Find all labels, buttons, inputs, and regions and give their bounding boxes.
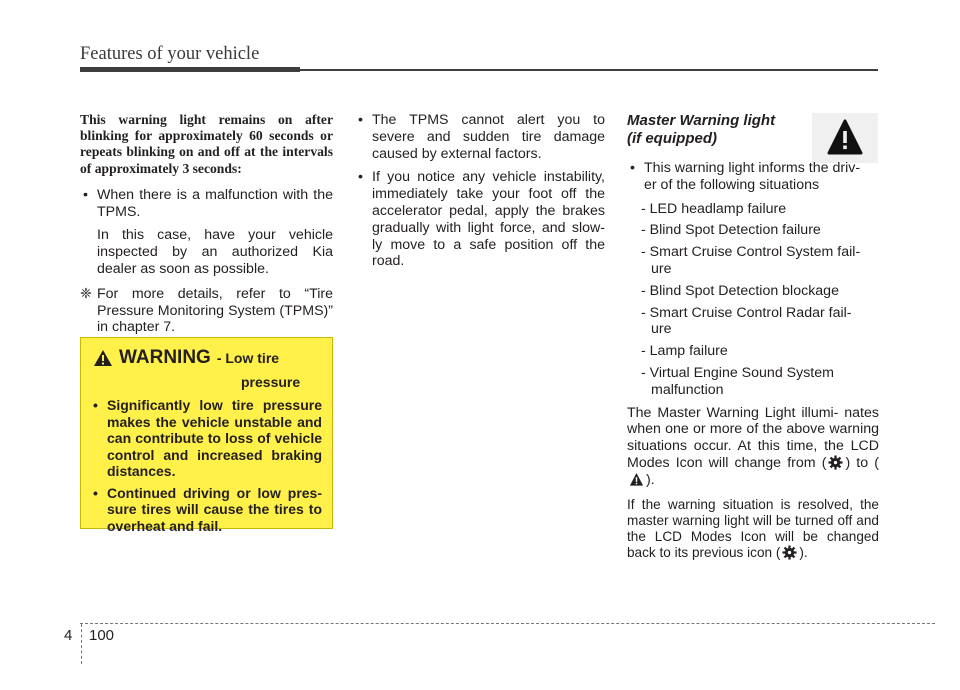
warning-triangle-icon: [629, 472, 644, 487]
chapter-number: 4: [64, 627, 73, 644]
bullet-mark: •: [358, 112, 363, 128]
body-paragraph: If the warning situation is resolved, the master warning light will be turned off and the LCD Modes Icon will be changed back to its previous icon ( ).: [627, 496, 879, 561]
page-header-title: Features of your vehicle: [80, 44, 260, 64]
warning-bullet-text: Significantly low tire pressure makes the vehicle unstable and can contribute to loss of vehicle control and increased braking distances.: [107, 397, 322, 479]
note-mark: ❈: [80, 285, 92, 302]
footer-rule: [80, 623, 935, 624]
warning-header: [91, 347, 322, 372]
body-paragraph: The Master Warning Light illumi- nates when one or more of the above warning situations occur. At this time, the LCD Modes Icon will change from ( ) to ().: [627, 404, 879, 488]
list-item: - Blind Spot Detection failure: [641, 222, 821, 239]
list-item: - Lamp failure: [641, 343, 728, 360]
header-bar: [80, 67, 300, 72]
warning-bullet-text: Continued driving or low pres- sure tires will cause the tires to overheat and fail.: [107, 484, 322, 534]
situation-list: [627, 201, 879, 399]
column-right: [627, 112, 879, 561]
warning-triangle-icon: [93, 349, 113, 372]
bullet-mark: •: [93, 397, 98, 413]
bullet-tpms-malfunction: [80, 187, 333, 221]
list-item: - LED headlamp failure: [641, 200, 787, 217]
bullet-tpms-limits: [355, 112, 605, 162]
warning-bullet: [91, 397, 322, 480]
section-title: Master Warning light (if equipped): [627, 112, 776, 147]
bullet-master-info: • This warning light informs the driv- er of the following situations: [630, 160, 861, 193]
footer-divider: [81, 624, 82, 664]
header-rule: [300, 69, 878, 71]
warning-box: [80, 337, 333, 534]
list-item: - Smart Cruise Control Radar fail- ure: [641, 304, 852, 338]
warning-subtitle-cont: pressure: [241, 374, 301, 390]
bullet-subparagraph: In this case, have your vehicle inspected by an authorized Kia dealer as soon as possible.: [97, 227, 333, 277]
intro-paragraph: This warning light remains on after blinking for approximately 60 seconds or repeats blinking on and off at the intervals of approximately 3 seconds:: [80, 112, 333, 176]
warning-bullet: [91, 485, 322, 535]
warning-subtitle: - Low tire: [216, 350, 280, 366]
page-number: 100: [89, 627, 115, 644]
bullet-text: The TPMS cannot alert you to severe and sudden tire damage caused by external factors.: [372, 112, 605, 162]
note-text: For more details, refer to “Tire Pressure Monitoring System (TPMS)” in chapter 7.: [97, 285, 333, 336]
bullet-mark: •: [93, 484, 98, 501]
column-middle: [355, 112, 605, 277]
column-left: [80, 112, 333, 336]
list-item: - Virtual Engine Sound System malfunction: [641, 364, 834, 398]
bullet-text: When there is a malfunction with the TPMS.: [97, 186, 333, 220]
gear-icon: [782, 545, 797, 560]
list-item: - Smart Cruise Control System fail- ure: [641, 244, 861, 277]
bullet-mark: •: [83, 186, 88, 203]
gear-icon: [828, 455, 843, 470]
bullet-mark: •: [630, 160, 635, 176]
warning-title: WARNING: [119, 347, 211, 368]
bullet-mark: •: [358, 169, 363, 186]
bullet-instability: [355, 169, 605, 270]
reference-note: [80, 286, 333, 336]
bullet-text: If you notice any vehicle instability, immediately take your foot off the accelerator pedal, apply the brakes gradually with light force, and slow- ly move to a safe position off the road.: [372, 169, 605, 270]
list-item: - Blind Spot Detection blockage: [641, 282, 839, 299]
